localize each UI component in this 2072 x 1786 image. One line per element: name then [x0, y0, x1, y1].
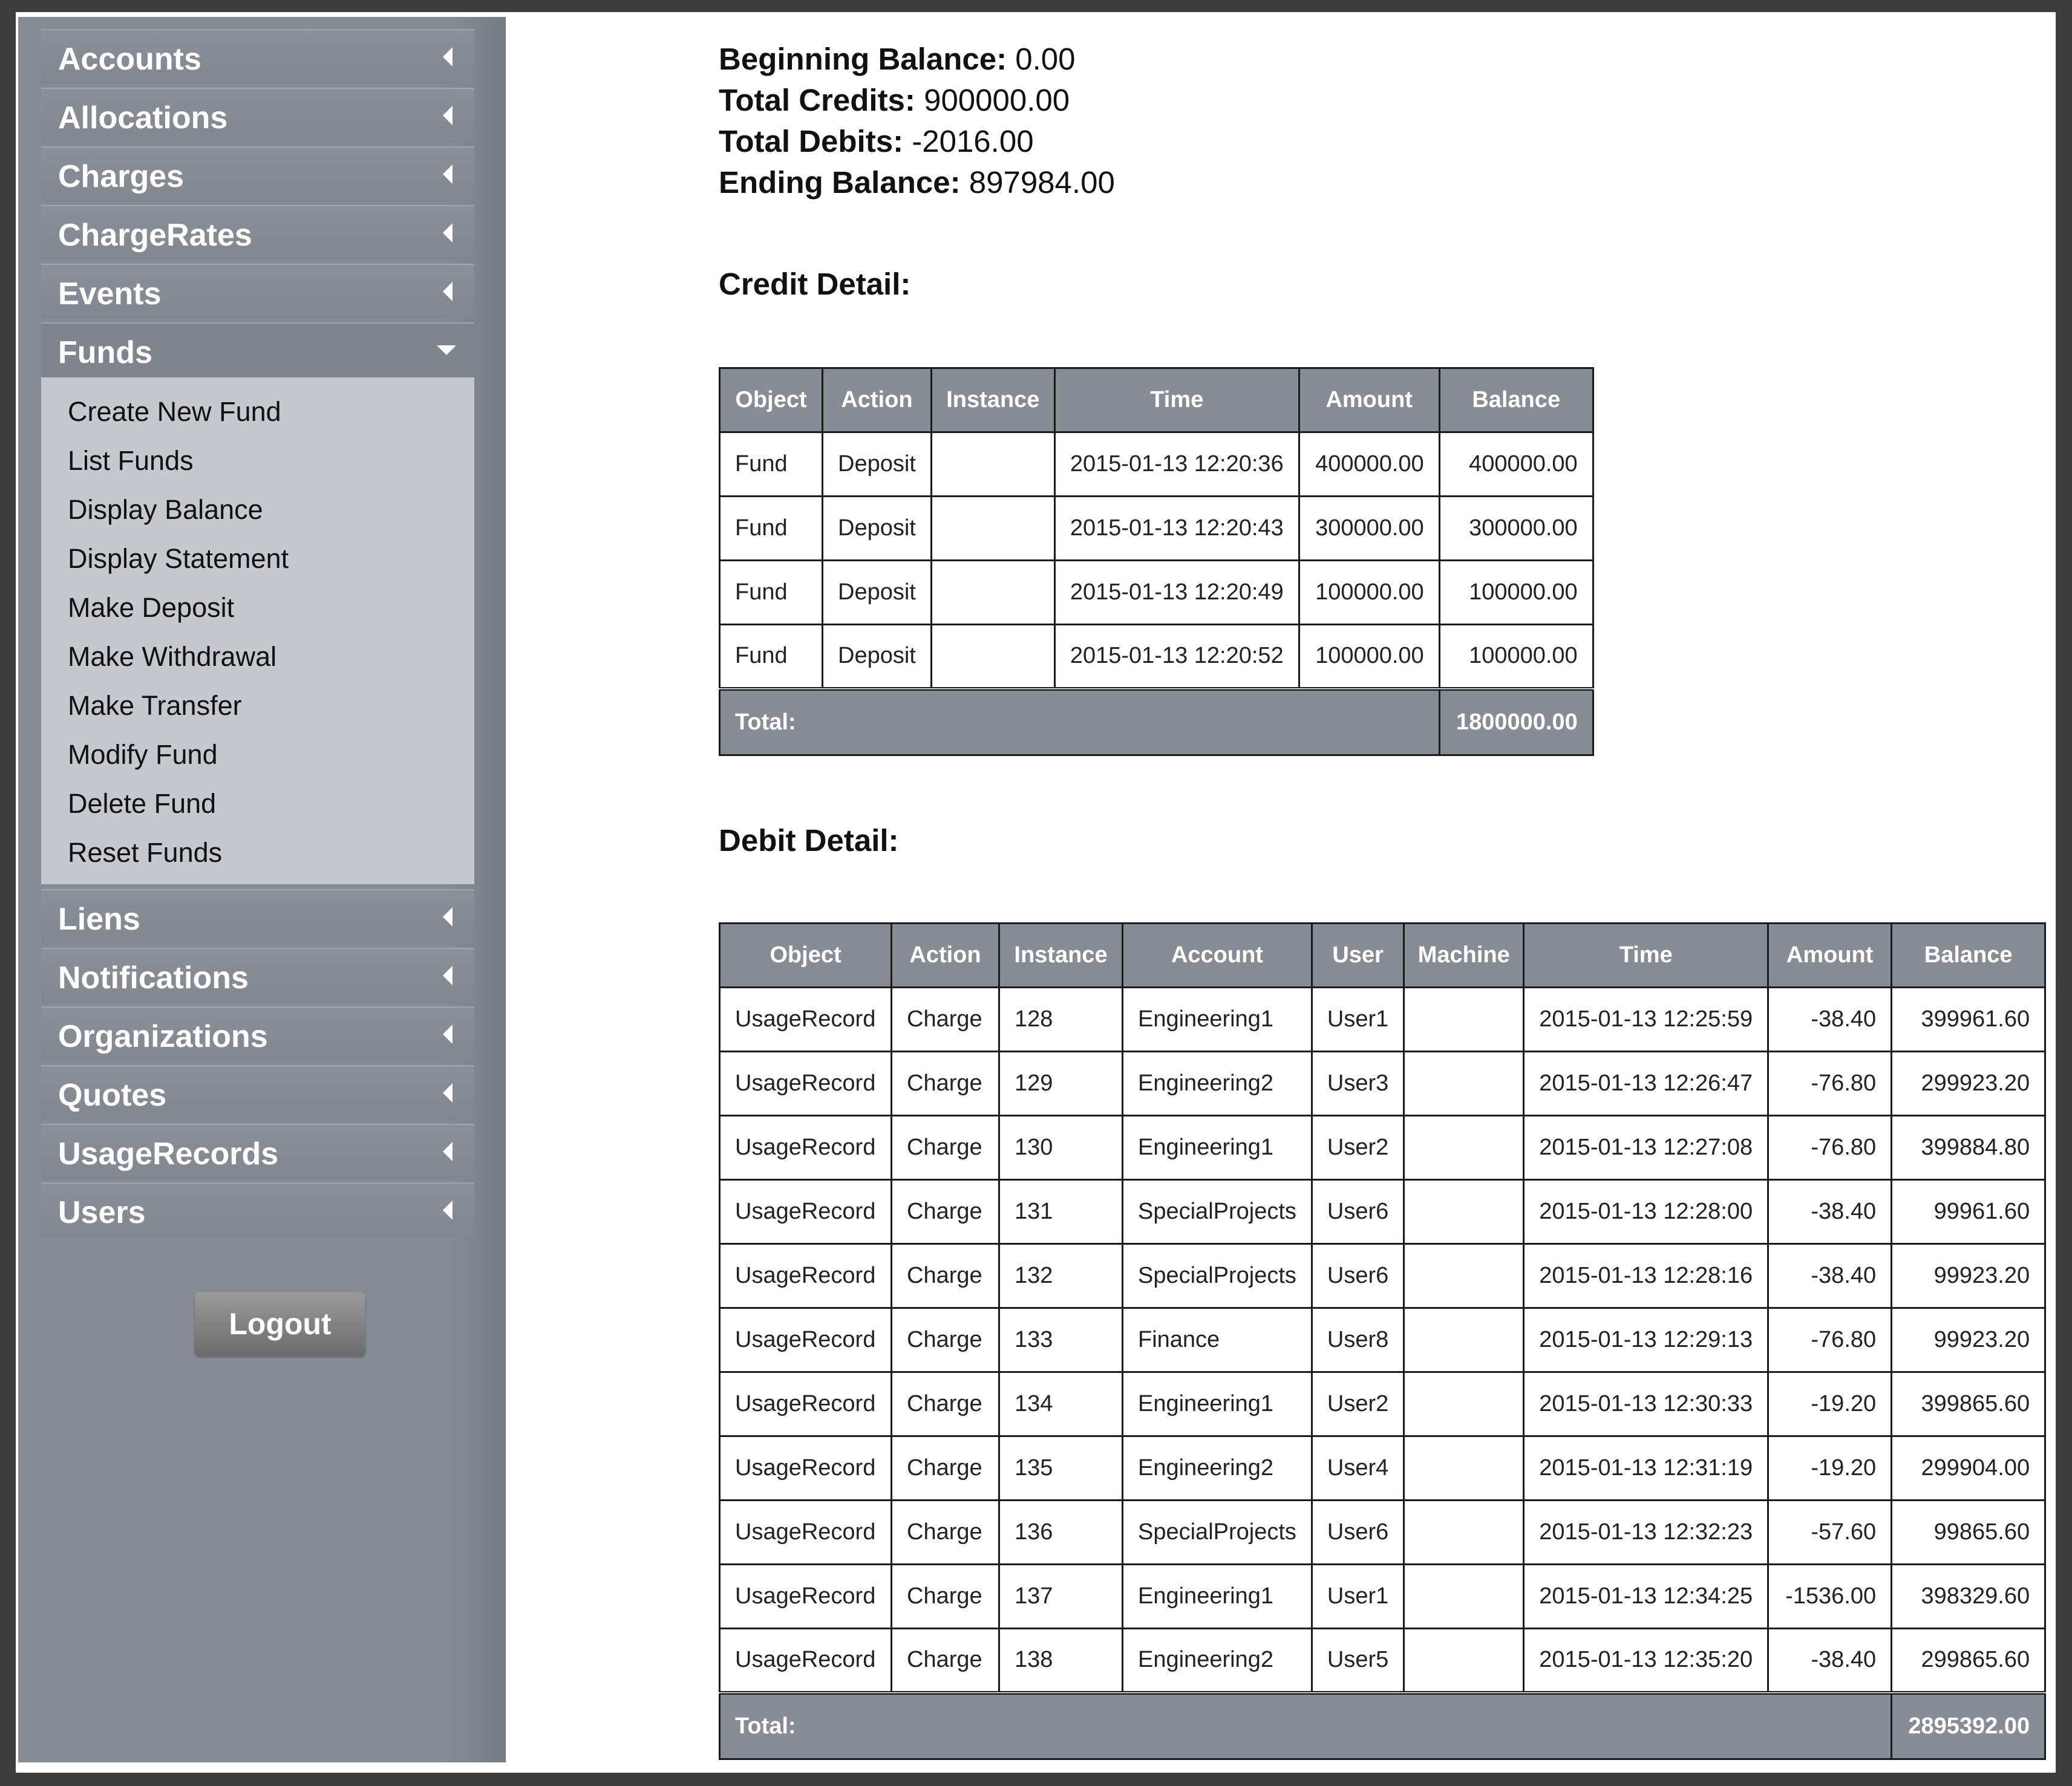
debit-cell-account: Engineering2 — [1123, 1052, 1312, 1116]
debit-cell-machine — [1404, 1244, 1524, 1308]
debit-cell-amount: -38.40 — [1768, 1180, 1892, 1244]
submenu-item-create-new-fund[interactable]: Create New Fund — [68, 396, 281, 427]
credit-cell-action: Deposit — [823, 561, 932, 625]
debit-col-instance: Instance — [999, 924, 1123, 988]
ending-balance-value: 897984.00 — [960, 165, 1115, 200]
credit-cell-action: Deposit — [823, 432, 932, 497]
debit-cell-amount: -19.20 — [1768, 1372, 1892, 1436]
credit-col-instance: Instance — [931, 368, 1054, 432]
credit-cell-time: 2015-01-13 12:20:52 — [1054, 625, 1299, 689]
table-row — [720, 1629, 2045, 1693]
debit-cell-amount: -19.20 — [1768, 1436, 1892, 1501]
debit-cell-time: 2015-01-13 12:35:20 — [1524, 1629, 1768, 1693]
debit-cell-machine — [1404, 1308, 1524, 1372]
submenu-item-modify-fund[interactable]: Modify Fund — [68, 739, 218, 770]
credit-cell-object: Fund — [720, 561, 823, 625]
table-row — [720, 1372, 2045, 1436]
debit-cell-balance: 99923.20 — [1892, 1308, 2045, 1372]
debit-total-label: Total: — [720, 1693, 1892, 1759]
credit-cell-instance — [931, 497, 1054, 561]
debit-cell-user: User6 — [1312, 1244, 1404, 1308]
debit-cell-machine — [1404, 1180, 1524, 1244]
debit-cell-amount: -38.40 — [1768, 1244, 1892, 1308]
debit-cell-time: 2015-01-13 12:29:13 — [1524, 1308, 1768, 1372]
table-row — [720, 1565, 2045, 1629]
menu-item-organizations[interactable] — [41, 1006, 474, 1061]
debit-col-balance: Balance — [1892, 924, 2045, 988]
debit-col-amount: Amount — [1768, 924, 1892, 988]
debit-cell-user: User1 — [1312, 1565, 1404, 1629]
debit-cell-action: Charge — [892, 1436, 999, 1501]
credit-cell-action: Deposit — [823, 625, 932, 689]
credit-cell-time: 2015-01-13 12:20:49 — [1054, 561, 1299, 625]
sidebar — [18, 17, 506, 1762]
credit-detail-heading: Credit Detail: — [719, 267, 911, 301]
debit-cell-account: Engineering2 — [1123, 1629, 1312, 1693]
table-row — [720, 497, 1593, 561]
debit-cell-user: User8 — [1312, 1308, 1404, 1372]
debit-cell-action: Charge — [892, 988, 999, 1052]
ending-balance-label: Ending Balance: — [719, 165, 961, 200]
menu-item-label: Allocations — [58, 100, 228, 135]
debit-cell-time: 2015-01-13 12:32:23 — [1524, 1501, 1768, 1565]
debit-cell-action: Charge — [892, 1629, 999, 1693]
credit-total-label: Total: — [720, 689, 1440, 755]
submenu-item-delete-fund[interactable]: Delete Fund — [68, 788, 217, 819]
debit-cell-user: User6 — [1312, 1501, 1404, 1565]
debit-cell-object: UsageRecord — [720, 1372, 892, 1436]
table-row — [720, 1436, 2045, 1501]
debit-cell-machine — [1404, 1372, 1524, 1436]
menu-item-notifications[interactable] — [41, 948, 474, 1003]
debit-col-user: User — [1312, 924, 1404, 988]
debit-cell-object: UsageRecord — [720, 1308, 892, 1372]
debit-cell-machine — [1404, 988, 1524, 1052]
table-row — [720, 988, 2045, 1052]
debit-total-row — [720, 1693, 2045, 1759]
logout-button[interactable]: Logout — [195, 1292, 365, 1356]
debit-cell-time: 2015-01-13 12:26:47 — [1524, 1052, 1768, 1116]
debit-cell-object: UsageRecord — [720, 1244, 892, 1308]
debit-cell-balance: 99923.20 — [1892, 1244, 2045, 1308]
total-credits — [719, 80, 1115, 121]
total-debits-value: -2016.00 — [903, 124, 1034, 158]
debit-cell-time: 2015-01-13 12:34:25 — [1524, 1565, 1768, 1629]
debit-cell-balance: 299923.20 — [1892, 1052, 2045, 1116]
debit-col-account: Account — [1123, 924, 1312, 988]
submenu-item-display-balance[interactable]: Display Balance — [68, 494, 263, 525]
total-debits — [719, 121, 1115, 162]
caret-left-icon — [443, 966, 453, 985]
debit-cell-balance: 99961.60 — [1892, 1180, 2045, 1244]
debit-cell-balance: 99865.60 — [1892, 1501, 2045, 1565]
credit-cell-amount: 100000.00 — [1299, 625, 1439, 689]
funds-submenu — [41, 377, 474, 884]
credit-col-time: Time — [1054, 368, 1299, 432]
menu-item-label: Notifications — [58, 960, 249, 996]
credit-cell-time: 2015-01-13 12:20:36 — [1054, 432, 1299, 497]
credit-cell-action: Deposit — [823, 497, 932, 561]
menu-item-events[interactable] — [41, 264, 474, 319]
caret-down-icon — [437, 345, 456, 355]
debit-cell-account: Engineering1 — [1123, 1116, 1312, 1180]
menu-item-label: Organizations — [58, 1019, 268, 1054]
debit-cell-action: Charge — [892, 1116, 999, 1180]
menu-item-label: Users — [58, 1195, 146, 1230]
debit-col-time: Time — [1524, 924, 1768, 988]
debit-cell-object: UsageRecord — [720, 1052, 892, 1116]
debit-cell-instance: 136 — [999, 1501, 1123, 1565]
debit-cell-instance: 137 — [999, 1565, 1123, 1629]
menu-item-label: Funds — [58, 335, 152, 370]
debit-cell-instance: 130 — [999, 1116, 1123, 1180]
debit-cell-object: UsageRecord — [720, 988, 892, 1052]
credit-detail-table — [719, 367, 1594, 756]
debit-cell-time: 2015-01-13 12:31:19 — [1524, 1436, 1768, 1501]
debit-cell-balance: 299865.60 — [1892, 1629, 2045, 1693]
table-row — [720, 1308, 2045, 1372]
debit-cell-time: 2015-01-13 12:30:33 — [1524, 1372, 1768, 1436]
beginning-balance-label: Beginning Balance: — [719, 42, 1007, 76]
table-row — [720, 1180, 2045, 1244]
submenu-item-list-funds[interactable]: List Funds — [68, 445, 194, 476]
debit-cell-object: UsageRecord — [720, 1565, 892, 1629]
credit-col-object: Object — [720, 368, 823, 432]
debit-cell-machine — [1404, 1501, 1524, 1565]
menu-item-label: Events — [58, 276, 162, 311]
credit-cell-object: Fund — [720, 497, 823, 561]
credit-cell-balance: 100000.00 — [1439, 561, 1593, 625]
menu-item-quotes[interactable] — [41, 1065, 474, 1120]
table-row — [720, 1501, 2045, 1565]
credit-col-amount: Amount — [1299, 368, 1439, 432]
menu-item-users[interactable] — [41, 1182, 474, 1237]
credit-cell-instance — [931, 432, 1054, 497]
balance-summary — [719, 39, 1115, 203]
debit-cell-time: 2015-01-13 12:28:00 — [1524, 1180, 1768, 1244]
menu-item-label: UsageRecords — [58, 1136, 279, 1172]
debit-cell-account: Engineering1 — [1123, 1372, 1312, 1436]
debit-cell-user: User1 — [1312, 988, 1404, 1052]
total-credits-label: Total Credits: — [719, 83, 915, 117]
debit-cell-machine — [1404, 1436, 1524, 1501]
debit-col-action: Action — [892, 924, 999, 988]
debit-cell-user: User2 — [1312, 1116, 1404, 1180]
debit-cell-balance: 399884.80 — [1892, 1116, 2045, 1180]
credit-cell-amount: 400000.00 — [1299, 432, 1439, 497]
credit-cell-balance: 100000.00 — [1439, 625, 1593, 689]
table-row — [720, 432, 1593, 497]
debit-detail-table — [719, 922, 2046, 1760]
submenu-item-display-statement[interactable]: Display Statement — [68, 543, 289, 574]
debit-cell-balance: 399865.60 — [1892, 1372, 2045, 1436]
debit-cell-object: UsageRecord — [720, 1116, 892, 1180]
debit-cell-time: 2015-01-13 12:28:16 — [1524, 1244, 1768, 1308]
menu-item-label: Charges — [58, 159, 185, 194]
debit-cell-action: Charge — [892, 1052, 999, 1116]
credit-cell-instance — [931, 625, 1054, 689]
debit-cell-amount: -57.60 — [1768, 1501, 1892, 1565]
debit-cell-instance: 132 — [999, 1244, 1123, 1308]
caret-left-icon — [443, 1201, 453, 1220]
debit-cell-instance: 134 — [999, 1372, 1123, 1436]
credit-cell-object: Fund — [720, 432, 823, 497]
table-row — [720, 1116, 2045, 1180]
menu-item-label: Quotes — [58, 1078, 167, 1113]
debit-cell-amount: -76.80 — [1768, 1052, 1892, 1116]
caret-left-icon — [443, 165, 453, 184]
submenu-item-make-withdrawal[interactable]: Make Withdrawal — [68, 641, 277, 672]
debit-cell-object: UsageRecord — [720, 1629, 892, 1693]
menu-item-label: Accounts — [58, 42, 201, 77]
debit-cell-balance: 398329.60 — [1892, 1565, 2045, 1629]
submenu-item-reset-funds[interactable]: Reset Funds — [68, 837, 223, 868]
debit-cell-account: SpecialProjects — [1123, 1244, 1312, 1308]
debit-cell-amount: -38.40 — [1768, 1629, 1892, 1693]
debit-cell-user: User4 — [1312, 1436, 1404, 1501]
debit-cell-amount: -76.80 — [1768, 1116, 1892, 1180]
debit-cell-action: Charge — [892, 1244, 999, 1308]
debit-cell-action: Charge — [892, 1565, 999, 1629]
caret-left-icon — [443, 907, 453, 927]
debit-cell-instance: 133 — [999, 1308, 1123, 1372]
beginning-balance-value: 0.00 — [1007, 42, 1076, 76]
menu-item-allocations[interactable] — [41, 88, 474, 143]
ending-balance — [719, 162, 1115, 203]
credit-cell-balance: 400000.00 — [1439, 432, 1593, 497]
table-row — [720, 561, 1593, 625]
menu-item-chargerates[interactable] — [41, 205, 474, 260]
menu-item-liens[interactable] — [41, 889, 474, 944]
debit-cell-instance: 129 — [999, 1052, 1123, 1116]
debit-cell-machine — [1404, 1565, 1524, 1629]
debit-col-object: Object — [720, 924, 892, 988]
debit-cell-account: Engineering1 — [1123, 1565, 1312, 1629]
debit-cell-action: Charge — [892, 1372, 999, 1436]
menu-item-funds[interactable] — [41, 322, 474, 377]
debit-cell-object: UsageRecord — [720, 1180, 892, 1244]
debit-total-value: 2895392.00 — [1892, 1693, 2045, 1759]
credit-cell-object: Fund — [720, 625, 823, 689]
caret-left-icon — [443, 1025, 453, 1044]
debit-cell-action: Charge — [892, 1308, 999, 1372]
submenu-item-make-transfer[interactable]: Make Transfer — [68, 690, 242, 721]
debit-cell-instance: 138 — [999, 1629, 1123, 1693]
credit-total-value: 1800000.00 — [1439, 689, 1593, 755]
debit-cell-user: User2 — [1312, 1372, 1404, 1436]
debit-cell-time: 2015-01-13 12:25:59 — [1524, 988, 1768, 1052]
debit-cell-time: 2015-01-13 12:27:08 — [1524, 1116, 1768, 1180]
credit-cell-instance — [931, 561, 1054, 625]
debit-cell-action: Charge — [892, 1501, 999, 1565]
caret-left-icon — [443, 1083, 453, 1103]
credit-col-action: Action — [823, 368, 932, 432]
menu-item-label: ChargeRates — [58, 218, 252, 253]
debit-cell-amount: -1536.00 — [1768, 1565, 1892, 1629]
credit-total-row — [720, 689, 1593, 755]
beginning-balance — [719, 39, 1115, 80]
menu-item-label: Liens — [58, 902, 140, 937]
menu-item-usagerecords[interactable] — [41, 1124, 474, 1179]
debit-cell-account: SpecialProjects — [1123, 1501, 1312, 1565]
credit-cell-amount: 300000.00 — [1299, 497, 1439, 561]
debit-header-row — [720, 924, 2045, 988]
credit-col-balance: Balance — [1439, 368, 1593, 432]
debit-cell-object: UsageRecord — [720, 1501, 892, 1565]
caret-left-icon — [443, 282, 453, 301]
debit-cell-balance: 399961.60 — [1892, 988, 2045, 1052]
total-debits-label: Total Debits: — [719, 124, 904, 158]
debit-cell-instance: 131 — [999, 1180, 1123, 1244]
app-window — [16, 12, 2056, 1773]
debit-cell-account: Engineering1 — [1123, 988, 1312, 1052]
debit-col-machine: Machine — [1404, 924, 1524, 988]
credit-cell-amount: 100000.00 — [1299, 561, 1439, 625]
debit-cell-user: User6 — [1312, 1180, 1404, 1244]
debit-cell-account: Finance — [1123, 1308, 1312, 1372]
debit-cell-amount: -76.80 — [1768, 1308, 1892, 1372]
debit-cell-object: UsageRecord — [720, 1436, 892, 1501]
table-row — [720, 1052, 2045, 1116]
debit-cell-user: User3 — [1312, 1052, 1404, 1116]
menu-item-charges[interactable] — [41, 146, 474, 201]
credit-cell-balance: 300000.00 — [1439, 497, 1593, 561]
menu-item-accounts[interactable] — [41, 29, 474, 84]
debit-cell-account: SpecialProjects — [1123, 1180, 1312, 1244]
table-row — [720, 1244, 2045, 1308]
table-row — [720, 625, 1593, 689]
debit-cell-machine — [1404, 1052, 1524, 1116]
debit-cell-machine — [1404, 1629, 1524, 1693]
caret-left-icon — [443, 106, 453, 125]
debit-cell-user: User5 — [1312, 1629, 1404, 1693]
debit-cell-action: Charge — [892, 1180, 999, 1244]
submenu-item-make-deposit[interactable]: Make Deposit — [68, 592, 235, 623]
total-credits-value: 900000.00 — [915, 83, 1070, 117]
credit-header-row — [720, 368, 1593, 432]
debit-cell-account: Engineering2 — [1123, 1436, 1312, 1501]
credit-cell-time: 2015-01-13 12:20:43 — [1054, 497, 1299, 561]
sidebar-menu — [41, 29, 474, 1241]
caret-left-icon — [443, 1142, 453, 1161]
debit-cell-amount: -38.40 — [1768, 988, 1892, 1052]
caret-left-icon — [443, 223, 453, 243]
debit-cell-instance: 135 — [999, 1436, 1123, 1501]
debit-detail-heading: Debit Detail: — [719, 823, 899, 858]
debit-cell-machine — [1404, 1116, 1524, 1180]
debit-cell-instance: 128 — [999, 988, 1123, 1052]
caret-left-icon — [443, 47, 453, 67]
debit-cell-balance: 299904.00 — [1892, 1436, 2045, 1501]
